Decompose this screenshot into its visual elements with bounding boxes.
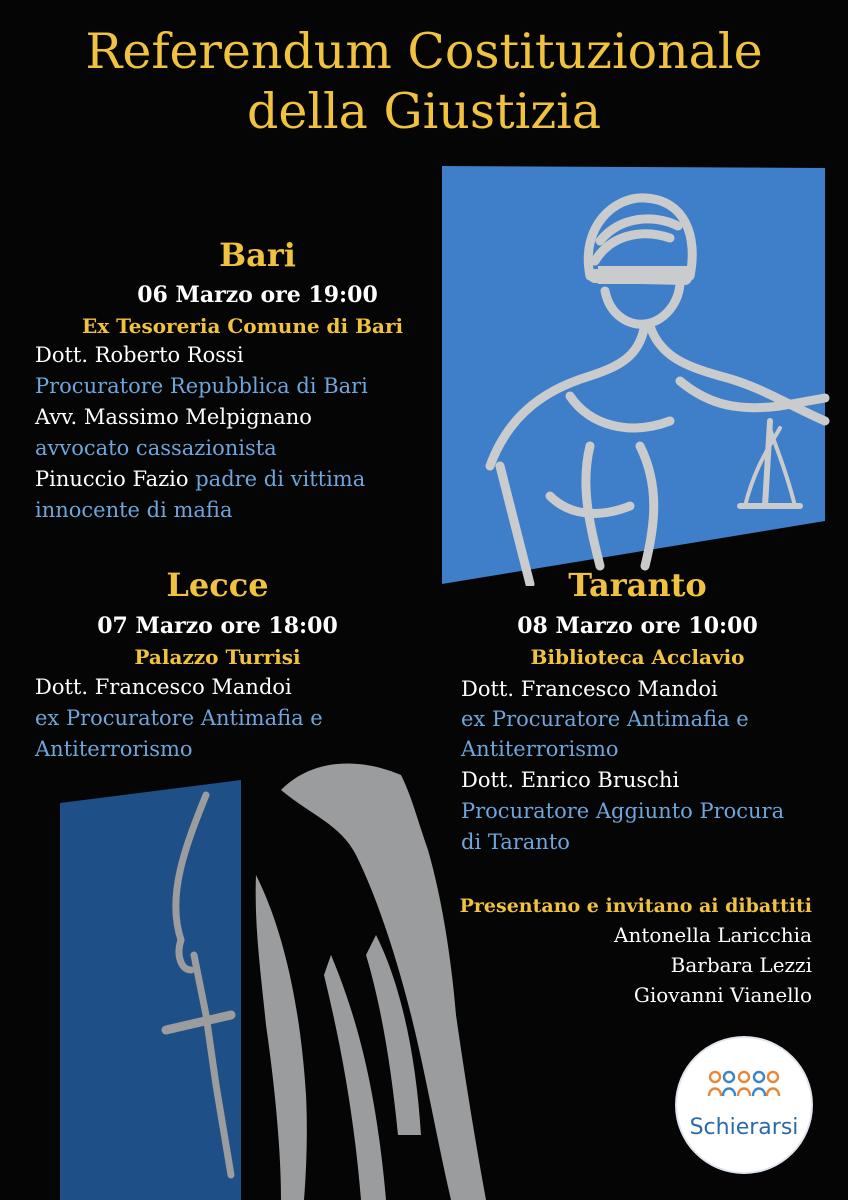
bari-city: Bari <box>219 236 296 274</box>
invite-name-2: Barbara Lezzi <box>670 953 812 977</box>
invite-name-1: Antonella Laricchia <box>614 923 812 947</box>
taranto-role-2b: di Taranto <box>461 830 570 854</box>
taranto-venue: Biblioteca Acclavio <box>530 645 745 669</box>
bari-speaker-3: Pinuccio Fazio <box>35 467 189 491</box>
taranto-role-2a: Procuratore Aggiunto Procura <box>461 799 785 823</box>
lecce-role-1a: ex Procuratore Antimafia e <box>35 706 323 730</box>
taranto-city: Taranto <box>568 566 707 604</box>
lecce-city: Lecce <box>166 566 269 604</box>
invite-heading: Presentano e invitano ai dibattiti <box>459 895 812 917</box>
taranto-speaker-1: Dott. Francesco Mandoi <box>461 677 718 701</box>
lecce-date: 07 Marzo ore 18:00 <box>97 613 338 639</box>
taranto-date: 08 Marzo ore 10:00 <box>517 613 758 639</box>
schierarsi-logo <box>677 1038 811 1172</box>
blindfold <box>598 266 688 284</box>
illustration-blue-panel <box>442 166 825 584</box>
lecce-venue: Palazzo Turrisi <box>134 645 301 669</box>
bari-venue: Ex Tesoreria Comune di Bari <box>82 314 404 338</box>
bari-speaker-3-line <box>35 464 365 495</box>
lecce-speaker-1: Dott. Francesco Mandoi <box>35 675 292 699</box>
illustration-dark-blue-panel <box>60 780 241 1200</box>
bari-role-1: Procuratore Repubblica di Bari <box>35 374 368 398</box>
title-line-1: Referendum Costituzionale <box>85 23 763 80</box>
page-title <box>0 22 848 142</box>
bari-role-2: avvocato cassazionista <box>35 436 277 460</box>
bari-role-3a: padre di vittima <box>195 467 366 491</box>
bari-date: 06 Marzo ore 19:00 <box>137 282 378 308</box>
title-line-2: della Giustizia <box>246 83 602 140</box>
bari-speaker-1: Dott. Roberto Rossi <box>35 343 244 367</box>
lecce-role-1b: Antiterrorismo <box>35 737 193 761</box>
invite-name-3: Giovanni Vianello <box>633 983 812 1007</box>
taranto-speaker-2: Dott. Enrico Bruschi <box>461 768 680 792</box>
people-icon <box>707 1070 781 1104</box>
lady-justice-illustration <box>440 166 830 586</box>
logo-text: Schierarsi <box>689 1115 799 1140</box>
taranto-role-1a: ex Procuratore Antimafia e <box>461 707 749 731</box>
bari-role-3b: innocente di mafia <box>35 498 233 522</box>
bari-speaker-2: Avv. Massimo Melpignano <box>35 405 312 429</box>
taranto-role-1b: Antiterrorismo <box>461 737 619 761</box>
